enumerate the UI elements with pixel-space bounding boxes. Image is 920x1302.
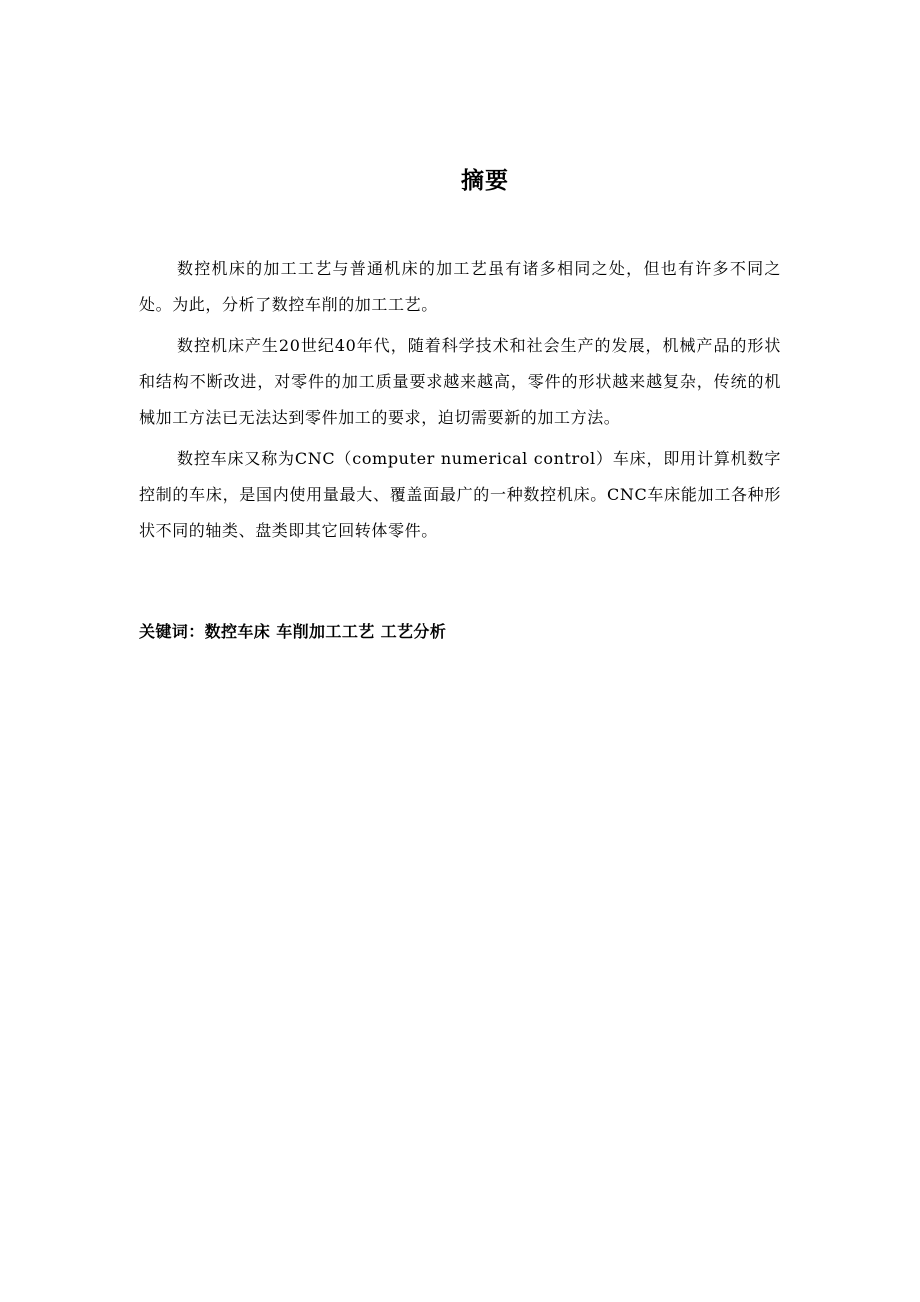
keywords-label: 关键词： bbox=[139, 622, 205, 641]
keywords-line bbox=[139, 614, 781, 650]
keyword-term: 工艺分析 bbox=[380, 622, 447, 641]
keyword-term: 数控车床 bbox=[204, 622, 271, 641]
abstract-paragraph-3: 数控车床又称为CNC（computer numerical control）车床，即用计算机数字控制的车床，是国内使用量最大、覆盖面最广的一种数控机床。CNC车床能加工各种形状不同的轴类、盘类即其它回转体零件。 bbox=[139, 449, 781, 540]
abstract-paragraph-1: 数控机床的加工工艺与普通机床的加工艺虽有诸多相同之处，但也有许多不同之处。为此，分析了数控车削的加工工艺。 bbox=[139, 259, 781, 314]
abstract-title: 摘要 bbox=[461, 168, 509, 194]
abstract-paragraph-2: 数控机床产生20世纪40年代，随着科学技术和社会生产的发展，机械产品的形状和结构不断改进，对零件的加工质量要求越来越高，零件的形状越来越复杂，传统的机械加工方法已无法达到零件加工的要求，迫切需要新的加工方法。 bbox=[139, 336, 781, 427]
keyword-term: 车削加工工艺 bbox=[276, 622, 375, 641]
abstract-body bbox=[139, 251, 781, 554]
